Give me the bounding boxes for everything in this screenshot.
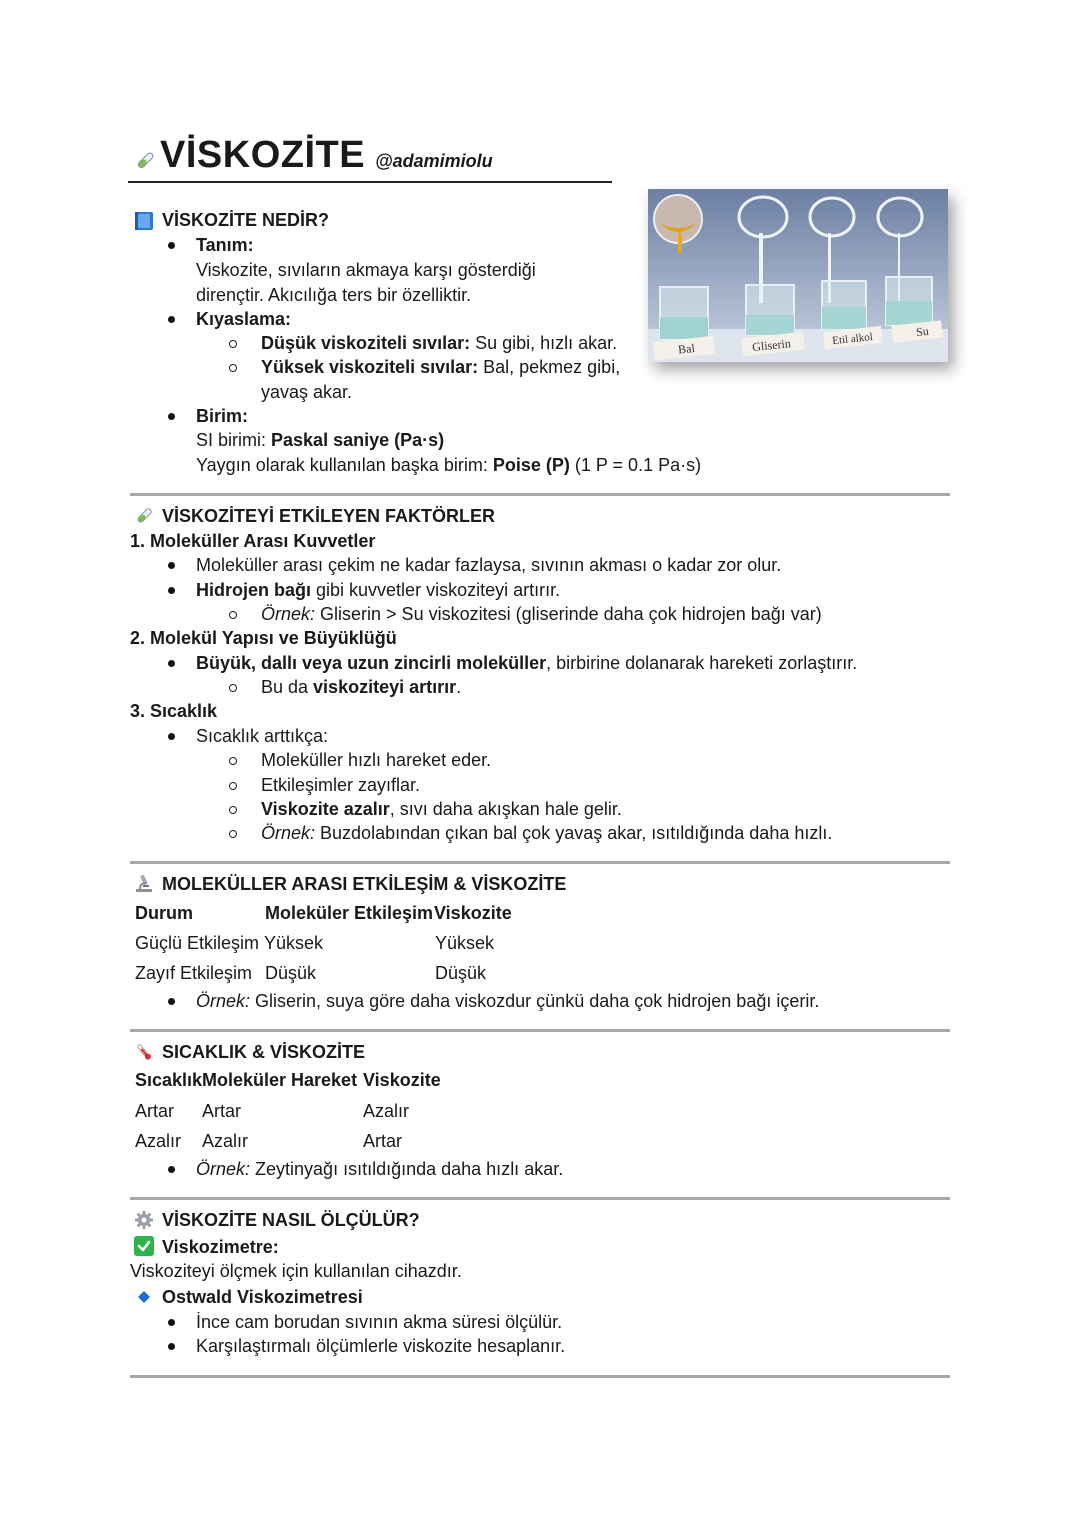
viskozimetre-label: Viskozimetre: [162, 1237, 279, 1257]
section-separator [130, 493, 950, 496]
bullet [168, 587, 175, 594]
s3-example: Örnek: Gliserin, suya göre daha viskozdur çünkü daha çok hidrojen bağı içerir. [196, 991, 820, 1011]
table-cell: Güçlü Etkileşim [135, 933, 260, 953]
photo-label-gliserin: Gliserin [751, 336, 792, 355]
bullet [168, 1343, 175, 1350]
table-cell: Azalır [135, 1131, 182, 1151]
bullet [168, 1166, 175, 1173]
gear-icon [134, 1210, 154, 1230]
kiyas-label: Kıyaslama: [196, 309, 292, 329]
sub-bullet [229, 757, 237, 765]
dusuk-line: Düşük viskoziteli sıvılar: Su gibi, hızlı akar. [261, 333, 618, 353]
sub-bullet [229, 830, 237, 838]
bullet [168, 998, 175, 1005]
photo-label-etil-alkol: Etil alkol [831, 330, 874, 348]
factor1-example: Örnek: Gliserin > Su viskozitesi (gliserinde daha çok hidrojen bağı var) [261, 604, 822, 624]
bullet [168, 242, 175, 249]
bullet [168, 733, 175, 740]
ostwald-label: Ostwald Viskozimetresi [162, 1287, 363, 1307]
table-header: Sıcaklık [135, 1070, 203, 1090]
bullet [168, 316, 175, 323]
check-mark-icon [134, 1236, 154, 1256]
factor2-bullet1: Büyük, dallı veya uzun zincirli moleküller, birbirine dolanarak hareketi zorlaştırır. [196, 653, 858, 673]
ostwald-bullet2: Karşılaştırmalı ölçümlerle viskozite hesaplanır. [196, 1336, 566, 1356]
s4-title: SICAKLIK & VİSKOZİTE [162, 1042, 366, 1062]
sub-bullet [229, 340, 237, 348]
bullet [168, 1319, 175, 1326]
tanim-line1: Viskozite, sıvıların akmaya karşı gösterdiği [196, 260, 536, 280]
author-handle: @adamimiolu [375, 151, 493, 171]
table-cell: Artar [202, 1101, 242, 1121]
sub-bullet [229, 782, 237, 790]
yuksek-line2: yavaş akar. [261, 382, 353, 402]
test-tube-icon [134, 150, 156, 172]
factor1-bullet2: Hidrojen bağı gibi kuvvetler viskoziteyi artırır. [196, 580, 561, 600]
factor3-sub1: Moleküller hızlı hareket eder. [261, 750, 492, 770]
blue-book-icon [134, 211, 154, 231]
bullet [168, 660, 175, 667]
table-cell: Artar [363, 1131, 403, 1151]
factor3-example: Örnek: Buzdolabından çıkan bal çok yavaş akar, ısıtıldığında daha hızlı. [261, 823, 833, 843]
s3-title: MOLEKÜLLER ARASI ETKİLEŞİM & VİSKOZİTE [162, 874, 567, 894]
section-separator [130, 1375, 950, 1378]
table-cell: Azalır [363, 1101, 410, 1121]
factor3-bullet1: Sıcaklık arttıkça: [196, 726, 329, 746]
table-cell: Artar [135, 1101, 175, 1121]
table-cell: Yüksek [435, 933, 495, 953]
s4-example: Örnek: Zeytinyağı ısıtıldığında daha hızlı akar. [196, 1159, 564, 1179]
sub-bullet [229, 364, 237, 372]
page-title: VİSKOZİTE [160, 134, 366, 176]
table-cell: Yüksek [264, 933, 324, 953]
factor1-bullet1: Moleküller arası çekim ne kadar fazlaysa, sıvının akması o kadar zor olur. [196, 555, 782, 575]
factor-heading-3: 3. Sıcaklık [130, 701, 218, 721]
sub-bullet [229, 684, 237, 692]
factor3-sub3: Viskozite azalır, sıvı daha akışkan hale gelir. [261, 799, 622, 819]
yuksek-line: Yüksek viskoziteli sıvılar: Bal, pekmez gibi, [261, 357, 621, 377]
bullet [168, 413, 175, 420]
photo-label-su: Su [915, 323, 930, 340]
tanim-label: Tanım: [196, 235, 254, 255]
title-row [160, 134, 493, 182]
table-cell: Azalır [202, 1131, 249, 1151]
photo-label-bal: Bal [677, 340, 696, 357]
factor3-sub2: Etkileşimler zayıflar. [261, 775, 421, 795]
table-cell: Düşük [265, 963, 317, 983]
ostwald-bullet1: İnce cam borudan sıvının akma süresi ölçülür. [196, 1312, 563, 1332]
table-header: Viskozite [363, 1070, 441, 1090]
viskozimetre-desc: Viskoziteyi ölçmek için kullanılan cihazdır. [130, 1261, 462, 1281]
table-header: Moleküler Hareket [202, 1070, 358, 1090]
title-underline [128, 181, 612, 183]
factor-heading-2: 2. Molekül Yapısı ve Büyüklüğü [130, 628, 397, 648]
test-tube-icon [134, 506, 154, 526]
table-header: Moleküler Etkileşim [265, 903, 434, 923]
sub-bullet [229, 806, 237, 814]
factor-heading-1: 1. Moleküller Arası Kuvvetler [130, 531, 376, 551]
section-separator [130, 1029, 950, 1032]
thermometer-icon [134, 1042, 154, 1062]
tanim-line2: dirençtir. Akıcılığa ters bir özelliktir. [196, 285, 472, 305]
sub-bullet [229, 611, 237, 619]
microscope-icon [134, 873, 154, 893]
si-unit-line: SI birimi: Paskal saniye (Pa·s) [196, 430, 445, 450]
s5-title: VİSKOZİTE NASIL ÖLÇÜLÜR? [162, 1210, 420, 1230]
table-cell: Zayıf Etkileşim [135, 963, 253, 983]
table-header: Viskozite [434, 903, 512, 923]
factor2-sub: Bu da viskoziteyi artırır. [261, 677, 462, 697]
section-separator [130, 1197, 950, 1200]
table-cell: Düşük [435, 963, 487, 983]
bullet [168, 562, 175, 569]
s2-title: VİSKOZİTEYİ ETKİLEYEN FAKTÖRLER [162, 506, 496, 526]
other-unit-line: Yaygın olarak kullanılan başka birim: Poise (P) (1 P = 0.1 Pa·s) [196, 455, 702, 475]
viscosity-photo [648, 189, 948, 362]
blue-diamond-icon [138, 1291, 150, 1303]
section-separator [130, 861, 950, 864]
birim-label: Birim: [196, 406, 249, 426]
s1-title: VİSKOZİTE NEDİR? [162, 210, 330, 230]
table-header: Durum [135, 903, 193, 923]
